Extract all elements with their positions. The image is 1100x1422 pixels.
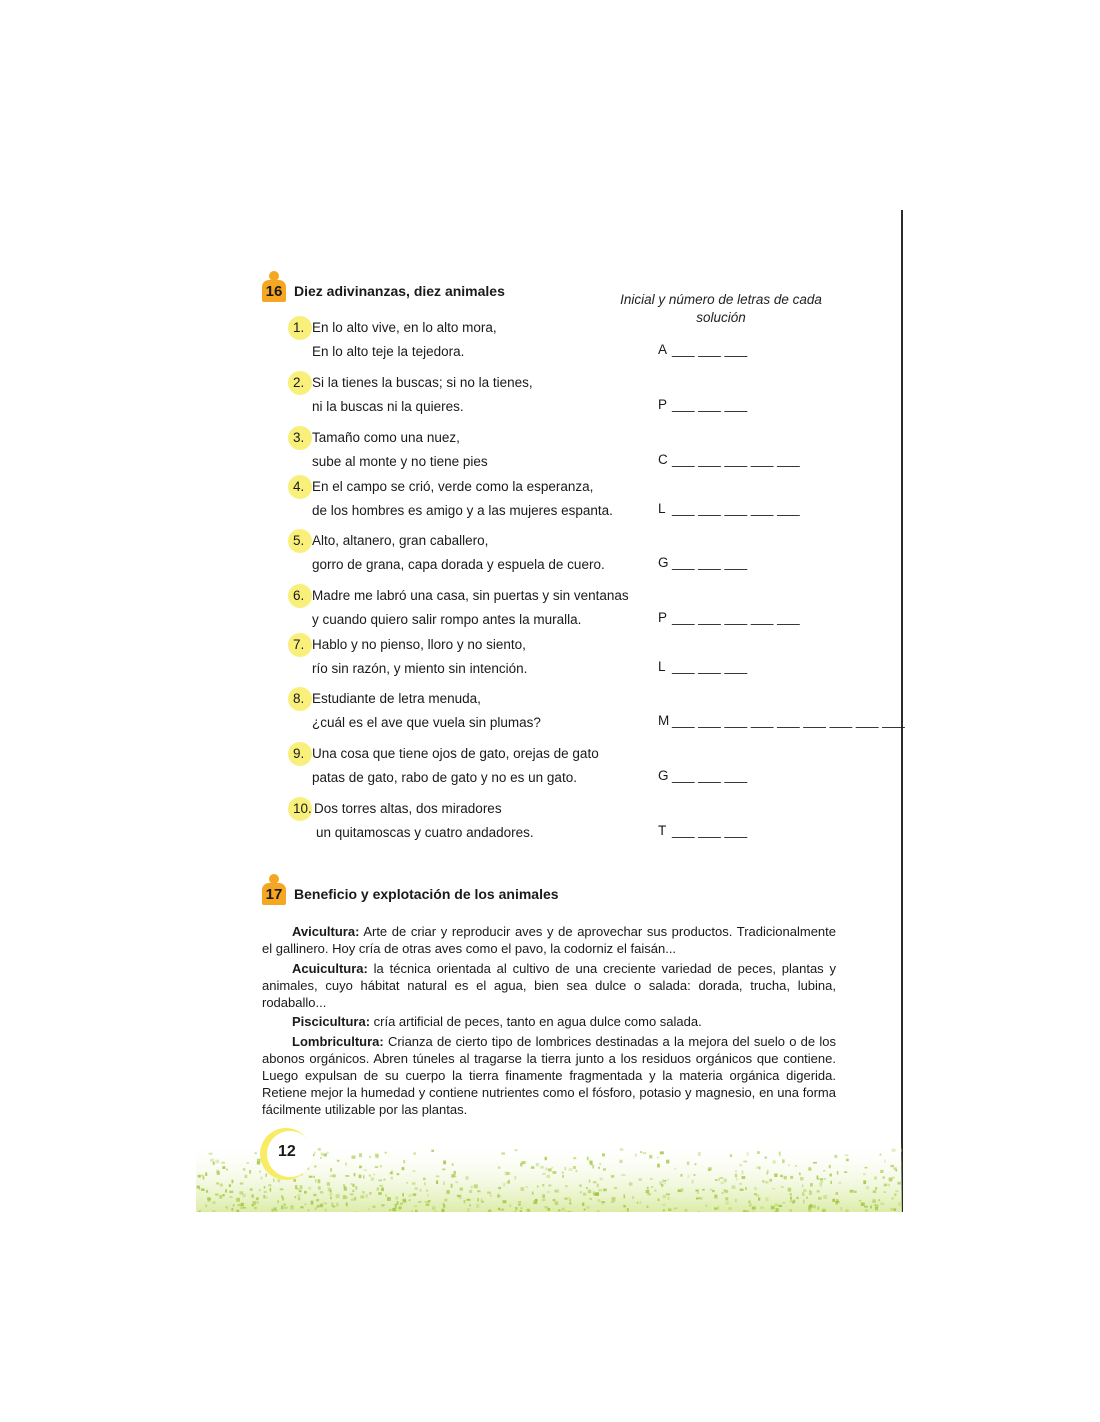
answer-underscores: ___ ___ ___ ___ ___ bbox=[672, 501, 800, 516]
paragraph-avicultura bbox=[262, 923, 836, 957]
page-number-badge bbox=[260, 1128, 312, 1180]
section-title: Beneficio y explotación de los animales bbox=[294, 886, 559, 902]
paragraph-acuicultura bbox=[262, 960, 836, 1011]
answer-blank[interactable] bbox=[658, 713, 905, 728]
riddle-line-1: Si la tienes la buscas; si no la tienes, bbox=[312, 375, 533, 390]
riddle-number: 2. bbox=[288, 371, 312, 395]
section-number: 17 bbox=[265, 886, 283, 903]
answer-column-header: Inicial y número de letras de cada solución bbox=[620, 292, 822, 325]
answer-initial: M bbox=[658, 713, 670, 728]
answer-blank[interactable] bbox=[658, 452, 800, 467]
answer-initial: P bbox=[658, 610, 668, 625]
answer-underscores: ___ ___ ___ ___ ___ bbox=[672, 452, 800, 467]
riddle-line-2: ni la buscas ni la quieres. bbox=[312, 399, 464, 414]
riddle-line-1: Estudiante de letra menuda, bbox=[312, 691, 481, 706]
answer-underscores: ___ ___ ___ bbox=[672, 397, 748, 412]
person-badge-icon bbox=[262, 881, 286, 907]
section-title: Diez adivinanzas, diez animales bbox=[294, 283, 505, 299]
riddle-number: 8. bbox=[288, 687, 312, 711]
paragraph-text: Arte de criar y reproducir aves y de aprovechar sus productos. Tradicionalmente el gallinero. Hoy cría de otras aves como el pavo, la codorniz el faisán... bbox=[262, 924, 836, 956]
paragraph-term: Piscicultura: bbox=[292, 1014, 371, 1029]
riddle-line-1: En el campo se crió, verde como la esperanza, bbox=[312, 479, 594, 494]
riddle-line-2: ¿cuál es el ave que vuela sin plumas? bbox=[312, 715, 541, 730]
riddle-number: 10. bbox=[288, 797, 312, 821]
answer-underscores: ___ ___ ___ bbox=[672, 555, 748, 570]
riddle-number: 4. bbox=[288, 475, 312, 499]
answer-underscores: ___ ___ ___ bbox=[672, 659, 748, 674]
section-16-header bbox=[262, 278, 505, 304]
paragraph-text: la técnica orientada al cultivo de una creciente variedad de peces, plantas y animales, cuyo hábitat natural es el agua, bien sea dulce o salada: dorada, trucha, lubina, rodaballo... bbox=[262, 961, 836, 1010]
riddle-line-1: Una cosa que tiene ojos de gato, orejas de gato bbox=[312, 746, 599, 761]
answer-initial: P bbox=[658, 397, 668, 412]
answer-initial: T bbox=[658, 823, 667, 838]
answer-initial: A bbox=[658, 342, 668, 357]
answer-blank[interactable] bbox=[658, 610, 800, 625]
riddle-number: 1. bbox=[288, 316, 312, 340]
answer-initial: L bbox=[658, 501, 666, 516]
riddle-line-2: un quitamoscas y cuatro andadores. bbox=[316, 825, 534, 840]
riddle-number: 9. bbox=[288, 742, 312, 766]
paragraph-lombricultura bbox=[262, 1033, 836, 1118]
riddle-line-1: Tamaño como una nuez, bbox=[312, 430, 460, 445]
paragraph-text: Crianza de cierto tipo de lombrices destinadas a la mejora del suelo o de los abonos orgánicos. Abren túneles al tragarse la tierra junto a los residuos orgánicos que contiene. Luego expulsan de su cuerpo la tierra finamente fragmentada y la materia orgánica digerida. Retiene mejor la humedad y contiene nutrientes como el fósforo, potasio y magnesio, en una forma fácilmente utilizable por las plantas. bbox=[262, 1034, 836, 1117]
riddle-line-1: En lo alto vive, en lo alto mora, bbox=[312, 320, 497, 335]
riddle-line-2: patas de gato, rabo de gato y no es un gato. bbox=[312, 770, 577, 785]
riddle-number: 6. bbox=[288, 584, 312, 608]
answer-blank[interactable] bbox=[658, 768, 747, 783]
answer-initial: G bbox=[658, 555, 669, 570]
answer-underscores: ___ ___ ___ bbox=[672, 768, 748, 783]
answer-initial: C bbox=[658, 452, 668, 467]
paragraph-text: cría artificial de peces, tanto en agua dulce como salada. bbox=[370, 1014, 702, 1029]
answer-initial: G bbox=[658, 768, 669, 783]
answer-underscores: ___ ___ ___ bbox=[672, 823, 748, 838]
riddle-line-2: En lo alto teje la tejedora. bbox=[312, 344, 465, 359]
person-badge-icon bbox=[262, 278, 286, 304]
riddle-line-1: Dos torres altas, dos miradores bbox=[314, 801, 502, 816]
paragraph-term: Lombricultura: bbox=[292, 1034, 384, 1049]
riddle-line-2: río sin razón, y miento sin intención. bbox=[312, 661, 528, 676]
riddle-line-1: Hablo y no pienso, lloro y no siento, bbox=[312, 637, 526, 652]
answer-underscores: ___ ___ ___ ___ ___ ___ ___ ___ ___ bbox=[672, 713, 905, 728]
answer-blank[interactable] bbox=[658, 555, 747, 570]
answer-initial: L bbox=[658, 659, 666, 674]
answer-underscores: ___ ___ ___ bbox=[672, 342, 748, 357]
section-number: 16 bbox=[265, 283, 283, 300]
answer-blank[interactable] bbox=[658, 501, 800, 516]
paragraph-term: Avicultura: bbox=[292, 924, 360, 939]
paragraph-term: Acuicultura: bbox=[292, 961, 368, 976]
answer-blank[interactable] bbox=[658, 397, 747, 412]
riddle-number: 7. bbox=[288, 633, 312, 657]
riddle-line-2: y cuando quiero salir rompo antes la muralla. bbox=[312, 612, 582, 627]
answer-blank[interactable] bbox=[658, 659, 747, 674]
riddle-line-2: gorro de grana, capa dorada y espuela de cuero. bbox=[312, 557, 605, 572]
riddle-line-1: Madre me labró una casa, sin puertas y sin ventanas bbox=[312, 588, 629, 603]
riddle-line-2: de los hombres es amigo y a las mujeres espanta. bbox=[312, 503, 613, 518]
page-number: 12 bbox=[278, 1143, 296, 1160]
riddle-line-1: Alto, altanero, gran caballero, bbox=[312, 533, 489, 548]
paragraph-piscicultura bbox=[262, 1013, 836, 1030]
riddle-number: 5. bbox=[288, 529, 312, 553]
answer-blank[interactable] bbox=[658, 342, 747, 357]
riddle-number: 3. bbox=[288, 426, 312, 450]
answer-blank[interactable] bbox=[658, 823, 747, 838]
answer-underscores: ___ ___ ___ ___ ___ bbox=[672, 610, 800, 625]
section-17-header bbox=[262, 881, 559, 907]
page-edge-rule bbox=[901, 210, 903, 1212]
riddle-line-2: sube al monte y no tiene pies bbox=[312, 454, 488, 469]
